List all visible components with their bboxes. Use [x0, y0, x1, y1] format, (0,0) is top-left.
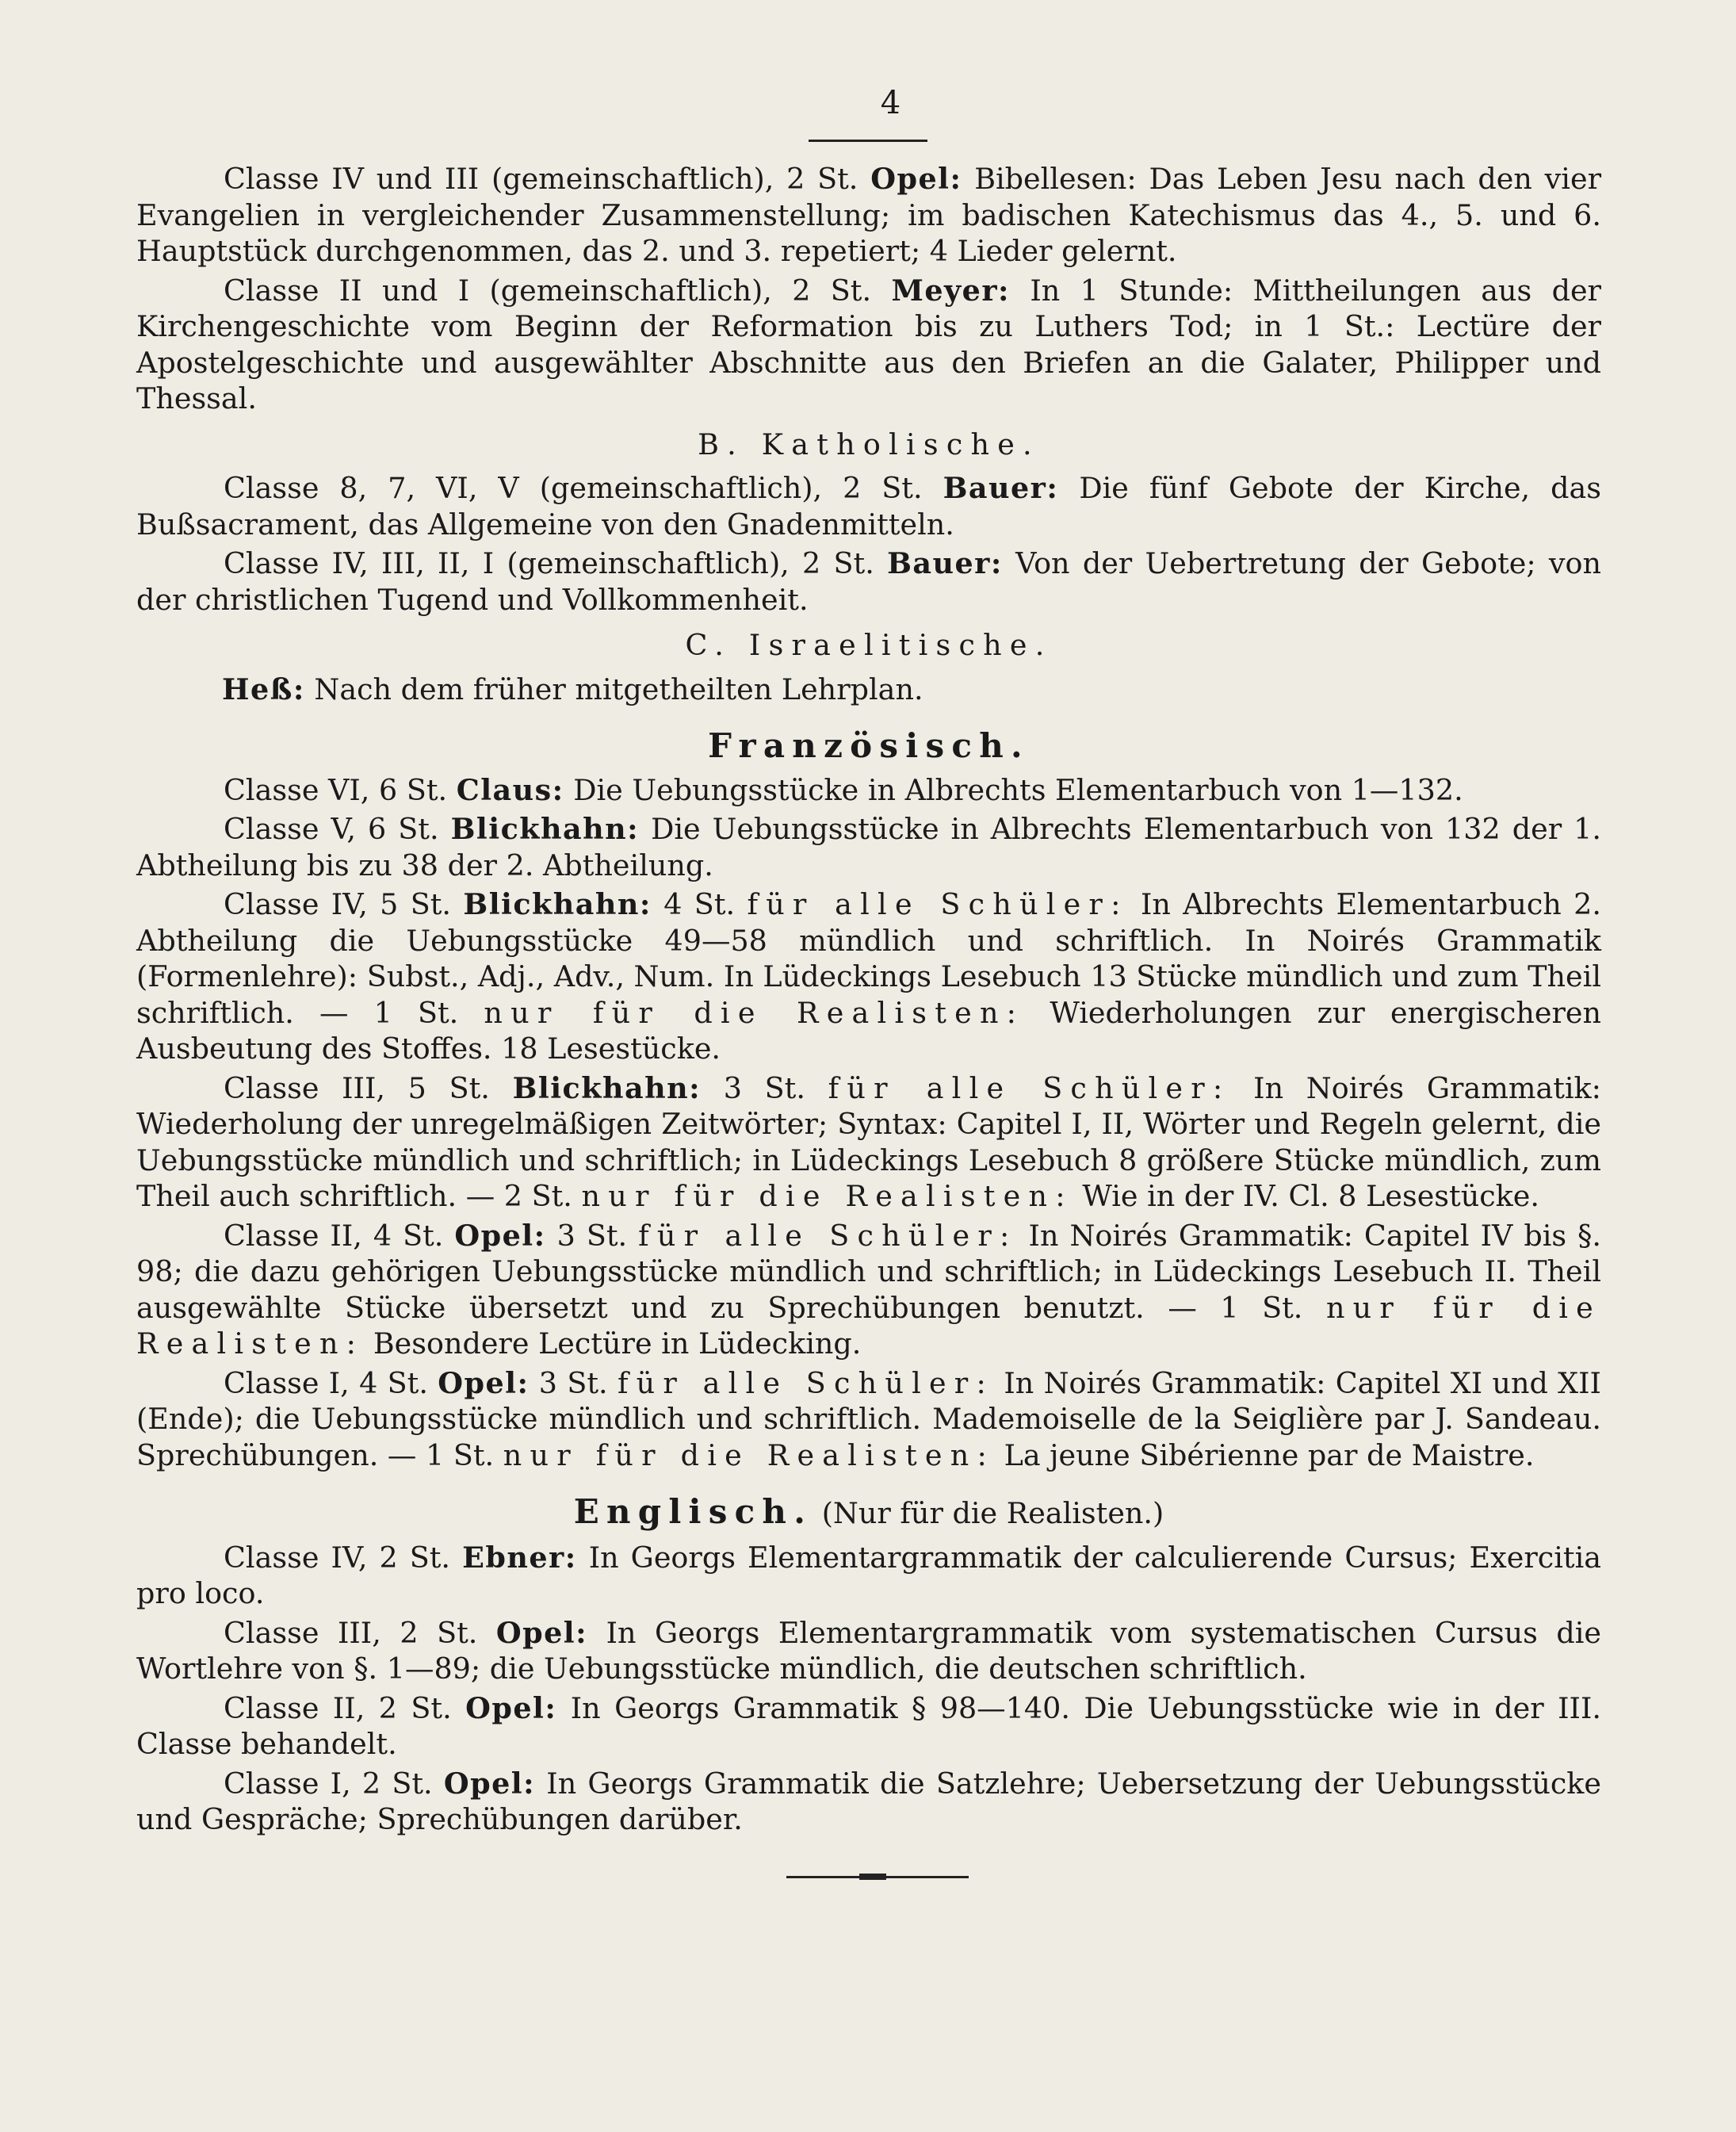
teacher-name: Bauer:	[943, 471, 1059, 505]
paragraph-text: In Noirés Grammatik: Wiederholung der unregelmäßigen Zeitwörter; Syntax: Capitel I, II, Wörter und Regeln gelernt, die Uebungsstücke mündlich und schriftlich; in Lüdeckings Lesebuch 8 größere Stücke mündlich, zum Theil auch schriftlich. — 2 St.	[136, 1070, 1601, 1213]
paragraph-text: 4 St.	[663, 887, 736, 921]
paragraph-english-iv	[136, 1540, 1601, 1612]
class-label: Classe IV, 2 St.	[224, 1540, 451, 1575]
class-label: Classe IV und III (gemeinschaftlich), 2 St.	[224, 162, 858, 196]
paragraph-text: In Albrechts Elementarbuch 2. Abtheilung die Uebungsstücke 49—58 mündlich und schriftlich. In Noirés Grammatik (Formenlehre): Subst., Adj., Adv., Num. In Lüdeckings Lesebuch 13 Stücke mündlich und zum Theil schriftlich. — 1 St.	[136, 887, 1601, 1030]
paragraph-text: Besondere Lectüre in Lüdecking.	[373, 1326, 862, 1361]
paragraph-text: Die Uebungsstücke in Albrechts Elementarbuch von 132 der 1. Abtheilung bis zu 38 der 2. Abtheilung.	[136, 812, 1602, 882]
teacher-name: Heß:	[222, 672, 305, 706]
paragraph-text: In Noirés Grammatik: Capitel XI und XII (Ende); die Uebungsstücke mündlich und schriftlich. Mademoiselle de la Seiglière par J. Sandeau. Sprechübungen. — 1 St.	[136, 1365, 1601, 1472]
class-label: Classe VI, 6 St.	[224, 772, 448, 807]
paragraph-text: In Georgs Grammatik § 98—140. Die Uebungsstücke wie in der III. Classe behandelt.	[136, 1690, 1601, 1761]
teacher-name: Bauer:	[887, 546, 1003, 580]
paragraph-text: In Georgs Elementargrammatik der calculierende Cursus; Exercitia pro loco.	[136, 1540, 1602, 1610]
teacher-name: Meyer:	[891, 273, 1010, 308]
paragraph-text: In Georgs Grammatik die Satzlehre; Uebersetzung der Uebungsstücke und Gespräche; Sprechübungen darüber.	[136, 1766, 1601, 1836]
page-number: 4	[880, 85, 901, 121]
teacher-name: Opel:	[495, 1615, 588, 1650]
spaced-phrase: nur für die Realisten:	[581, 1179, 1073, 1213]
class-label: Classe II und I (gemeinschaftlich), 2 St.	[224, 273, 872, 308]
paragraph-text: In Georgs Elementargrammatik vom systematischen Cursus die Wortlehre von §. 1—89; die Uebungsstücke mündlich, die deutschen schriftlich.	[136, 1615, 1601, 1686]
english-heading: Englisch.	[573, 1492, 813, 1531]
class-label: Classe III, 2 St.	[224, 1615, 478, 1650]
spaced-phrase: für alle Schüler:	[638, 1218, 1018, 1253]
spaced-phrase: nur für die Realisten:	[136, 1290, 1601, 1361]
section-heading-english	[136, 1494, 1601, 1532]
paragraph-text: Nach dem früher mitgetheilten Lehrplan.	[314, 672, 923, 706]
paragraph-protestant-iv-iii	[136, 161, 1601, 270]
paragraph-text: La jeune Sibérienne par de Maistre.	[1004, 1437, 1535, 1472]
section-heading-french: Französisch.	[708, 726, 1030, 765]
spaced-phrase: für alle Schüler:	[617, 1365, 994, 1400]
paragraph-text: In Noirés Grammatik: Capitel IV bis §. 98; die dazu gehörigen Uebungsstücke mündlich und schriftlich; in Lüdeckings Lesebuch II. Theil ausgewählte Stücke übersetzt und zu Sprechübungen benutzt. — 1 St.	[136, 1218, 1602, 1325]
paragraph-french-i	[136, 1365, 1601, 1474]
teacher-name: Blickhahn:	[463, 887, 652, 921]
teacher-name: Opel:	[870, 162, 962, 196]
paragraph-text: 3 St.	[556, 1218, 628, 1253]
paragraph-text: Wiederholungen zur energischeren Ausbeutung des Stoffes. 18 Lesestücke.	[136, 995, 1602, 1066]
teacher-name: Opel:	[465, 1690, 557, 1725]
paragraph-french-iii	[136, 1070, 1601, 1215]
section-heading-catholic: B. Katholische.	[698, 427, 1040, 461]
class-label: Classe II, 4 St.	[224, 1218, 444, 1253]
paragraph-text: Die fünf Gebote der Kirche, das Bußsacrament, das Allgemeine von den Gnadenmitteln.	[136, 471, 1602, 542]
spaced-phrase: für alle Schüler:	[747, 887, 1129, 921]
paragraph-english-i	[136, 1766, 1601, 1838]
spaced-phrase: für alle Schüler:	[828, 1070, 1231, 1105]
teacher-name: Opel:	[438, 1365, 530, 1400]
paragraph-catholic-2	[136, 545, 1601, 618]
spaced-phrase: nur für die Realisten:	[484, 995, 1025, 1030]
section-heading-israelite: C. Israelitische.	[685, 628, 1053, 662]
paragraph-text: Wie in der IV. Cl. 8 Lesestücke.	[1082, 1179, 1539, 1213]
class-label: Classe II, 2 St.	[224, 1690, 452, 1725]
paragraph-english-ii	[136, 1690, 1601, 1763]
paragraph-text: Bibellesen: Das Leben Jesu nach den vier Evangelien in vergleichender Zusammenstellung; im badischen Katechismus das 4., 5. und 6. Hauptstück durchgenommen, das 2. und 3. repetiert; 4 Lieder gelernt.	[136, 162, 1602, 268]
paragraph-french-vi	[136, 772, 1601, 809]
paragraph-catholic-1	[136, 470, 1601, 542]
paragraph-french-v	[136, 811, 1601, 883]
class-label: Classe IV, III, II, I (gemeinschaftlich), 2 St.	[224, 546, 874, 580]
bottom-rule	[786, 1876, 969, 1878]
class-label: Classe V, 6 St.	[224, 812, 439, 846]
spaced-phrase: nur für die Realisten:	[503, 1437, 995, 1472]
class-label: Classe 8, 7, VI, V (gemeinschaftlich), 2 St.	[224, 471, 923, 505]
teacher-name: Opel:	[443, 1766, 536, 1801]
paragraph-israelite	[136, 672, 1601, 708]
paragraph-text: Von der Uebertretung der Gebote; von der christlichen Tugend und Vollkommenheit.	[136, 546, 1601, 617]
english-subheading: (Nur für die Realisten.)	[821, 1496, 1164, 1530]
paragraph-text: Die Uebungsstücke in Albrechts Elementarbuch von 1—132.	[573, 772, 1463, 807]
paragraph-protestant-ii-i	[136, 273, 1601, 417]
paragraph-french-iv	[136, 886, 1601, 1067]
class-label: Classe IV, 5 St.	[224, 887, 452, 921]
teacher-name: Claus:	[456, 772, 564, 807]
teacher-name: Ebner:	[462, 1540, 577, 1575]
teacher-name: Blickhahn:	[512, 1070, 702, 1105]
class-label: Classe I, 2 St.	[224, 1766, 433, 1801]
top-rule	[809, 140, 927, 142]
teacher-name: Opel:	[454, 1218, 546, 1253]
body-text	[136, 161, 1601, 1838]
paragraph-french-ii	[136, 1218, 1601, 1362]
paragraph-text: 3 St.	[538, 1365, 608, 1400]
paragraph-text: In 1 Stunde: Mittheilungen aus der Kirchengeschichte vom Beginn der Reformation bis zu Luthers Tod; in 1 St.: Lectüre der Apostelgeschichte und ausgewählter Abschnitte aus den Briefen an die Galater, Philipper und Thessal.	[136, 273, 1602, 415]
teacher-name: Blickhahn:	[450, 812, 640, 846]
paragraph-english-iii	[136, 1615, 1601, 1687]
paragraph-text: 3 St.	[723, 1070, 805, 1105]
class-label: Classe I, 4 St.	[224, 1365, 428, 1400]
class-label: Classe III, 5 St.	[224, 1070, 490, 1105]
